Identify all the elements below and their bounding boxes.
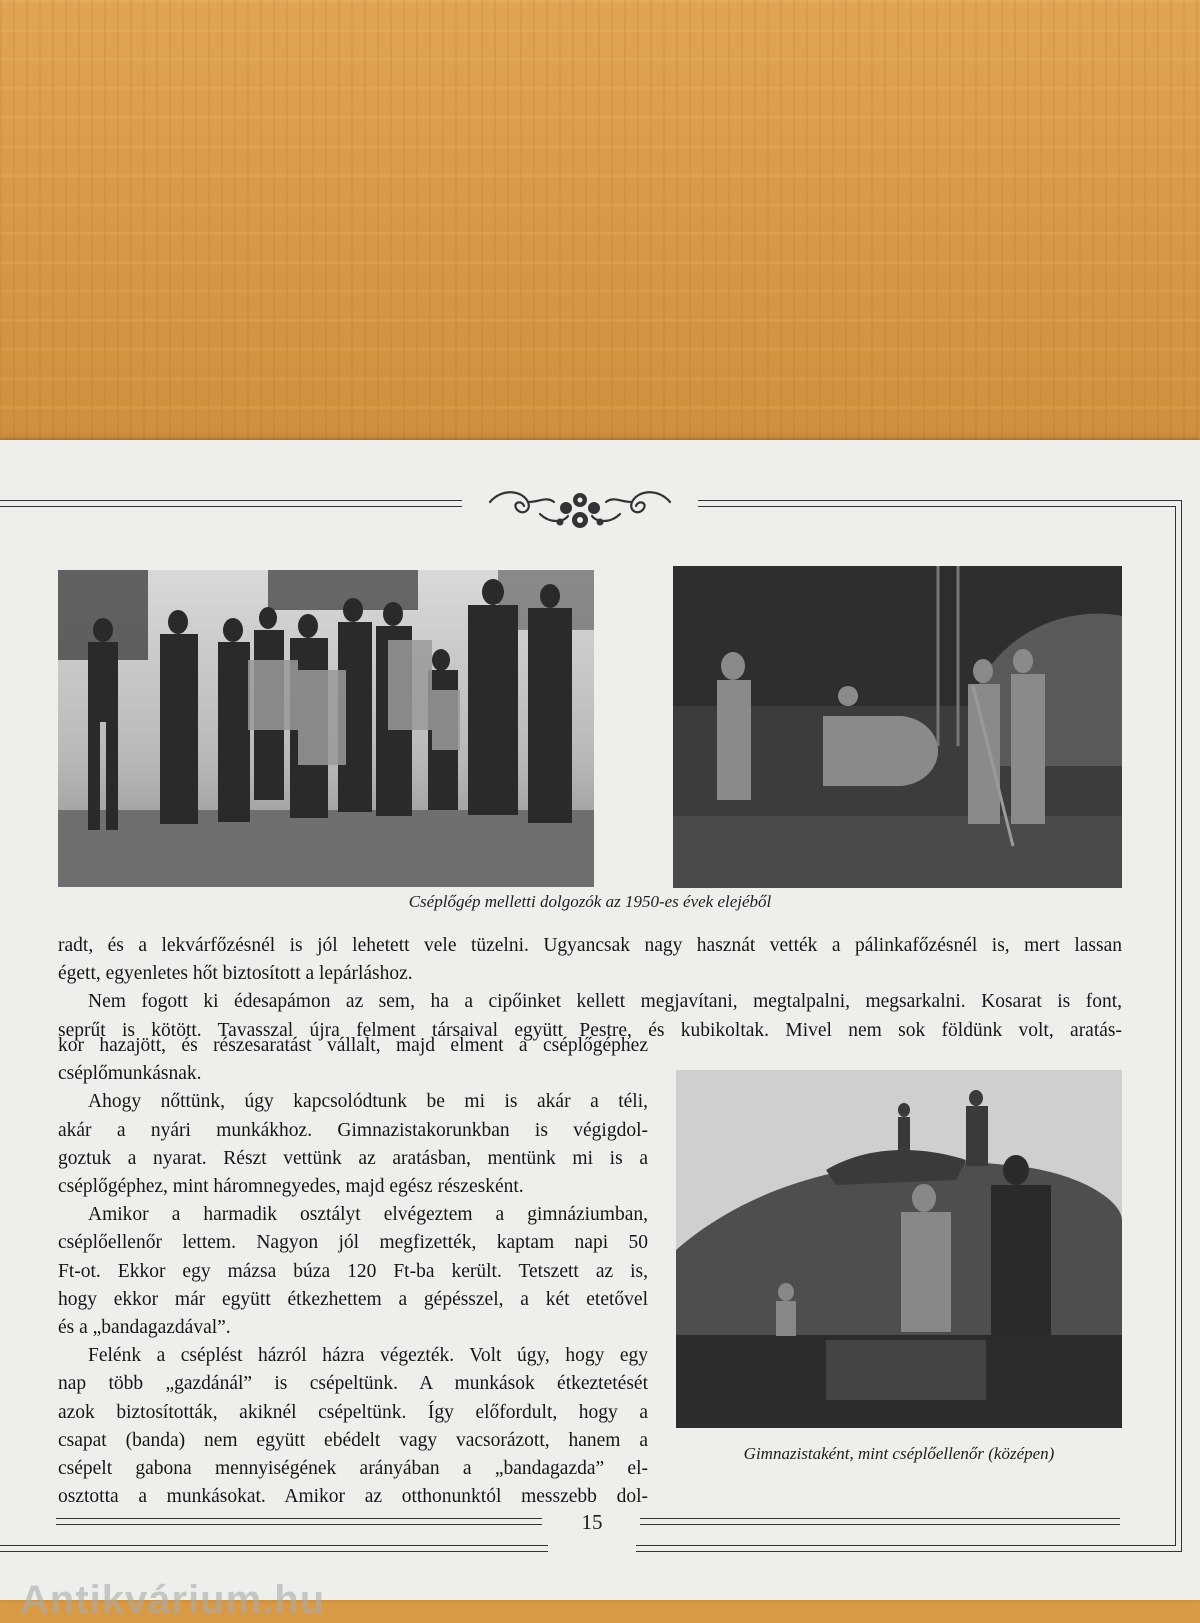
text-line: goztuk a nyarat. Részt vettünk az aratásban, mentünk mi is a [58, 1147, 648, 1169]
text-line: kor hazajött, és részesaratást vállalt, majd elment a cséplőgéphez [58, 1035, 648, 1056]
watermark-text: Antikvárium.hu [20, 1578, 326, 1622]
text-line: hogy ekkor már együtt étkezhettem a gépésszel, a két etetővel [58, 1288, 648, 1310]
body-text-full-width [58, 932, 1122, 1045]
text-line: Felénk a cséplést házról házra végezték. Volt úgy, hogy egy [88, 1345, 648, 1367]
text-line: csapat (banda) nem együtt ebédelt vagy vacsorázott, hanem a [58, 1429, 648, 1451]
text-line: azok biztosították, akiknél csépeltünk. Így előfordult, hogy a [58, 1401, 648, 1423]
text-line: Ft-ot. Ekkor egy mázsa búza 120 Ft-ba került. Tetszett az is, [58, 1260, 648, 1282]
text-line: Nem fogott ki édesapámon az sem, ha a cipőinket kellett megjavítani, megtalpalni, megsarkalni. Kosarat is font, [88, 991, 1122, 1013]
wooden-table-background [0, 0, 1200, 460]
text-line: osztotta a munkásokat. Amikor az otthonunktól messzebb dol- [58, 1486, 648, 1508]
frame-gap-bottom [548, 1540, 636, 1556]
photo-caption-workers: Cséplőgép melletti dolgozók az 1950-es évek elejéből [408, 892, 772, 911]
haystack-scene-image [676, 1070, 1122, 1428]
text-line: Ahogy nőttünk, úgy kapcsolódtunk be mi is akár a téli, [88, 1091, 648, 1113]
text-line: égett, egyenletes hőt biztosított a lepárláshoz. [58, 963, 413, 985]
text-line: Amikor a harmadik osztályt elvégeztem a gimnáziumban, [88, 1204, 648, 1226]
text-line: cséplőmunkásnak. [58, 1063, 202, 1085]
photo-caption-inspector: Gimnazistaként, mint cséplőellenőr (középen) [743, 1444, 1055, 1463]
floral-ornament-icon [480, 482, 680, 540]
text-line: seprűt is kötött. Tavasszal újra felment társaival együtt Pestre, és kubikoltak. Mivel nem sok földünk volt, aratás- [58, 1019, 1122, 1041]
page-number: 15 [581, 1510, 603, 1534]
photo-threshing-machine [673, 566, 1122, 888]
body-text-column [58, 1032, 648, 1511]
text-line: cséplőgéphez, mint háromnegyedes, majd egész részesként. [58, 1176, 524, 1198]
text-line: és a „bandagazdával”. [58, 1317, 231, 1339]
photo-threshing-inspector [676, 1070, 1122, 1428]
page-number-rule-left [56, 1518, 542, 1525]
text-line: csépelt gabona mennyiségének arányában a „bandagazda” el- [58, 1458, 648, 1480]
group-photo-image [58, 570, 594, 887]
text-line: akár a nyári munkákhoz. Gimnazistakorunkban is végigdol- [58, 1119, 648, 1141]
text-line: nap több „gazdánál” is csépeltünk. A munkások étkeztetését [58, 1373, 648, 1395]
text-line: cséplőellenőr lettem. Nagyon jól megfizették, kaptam napi 50 [58, 1232, 648, 1254]
text-line: radt, és a lekvárfőzésnél is jól lehetett vele tüzelni. Ugyancsak nagy hasznát vették a pálinkafőzésnél is, mert lassan [58, 935, 1122, 956]
photo-threshing-workers [58, 570, 594, 887]
book-page [0, 440, 1200, 1622]
page-number-rule-right [640, 1518, 1120, 1525]
threshing-scene-image [673, 566, 1122, 888]
